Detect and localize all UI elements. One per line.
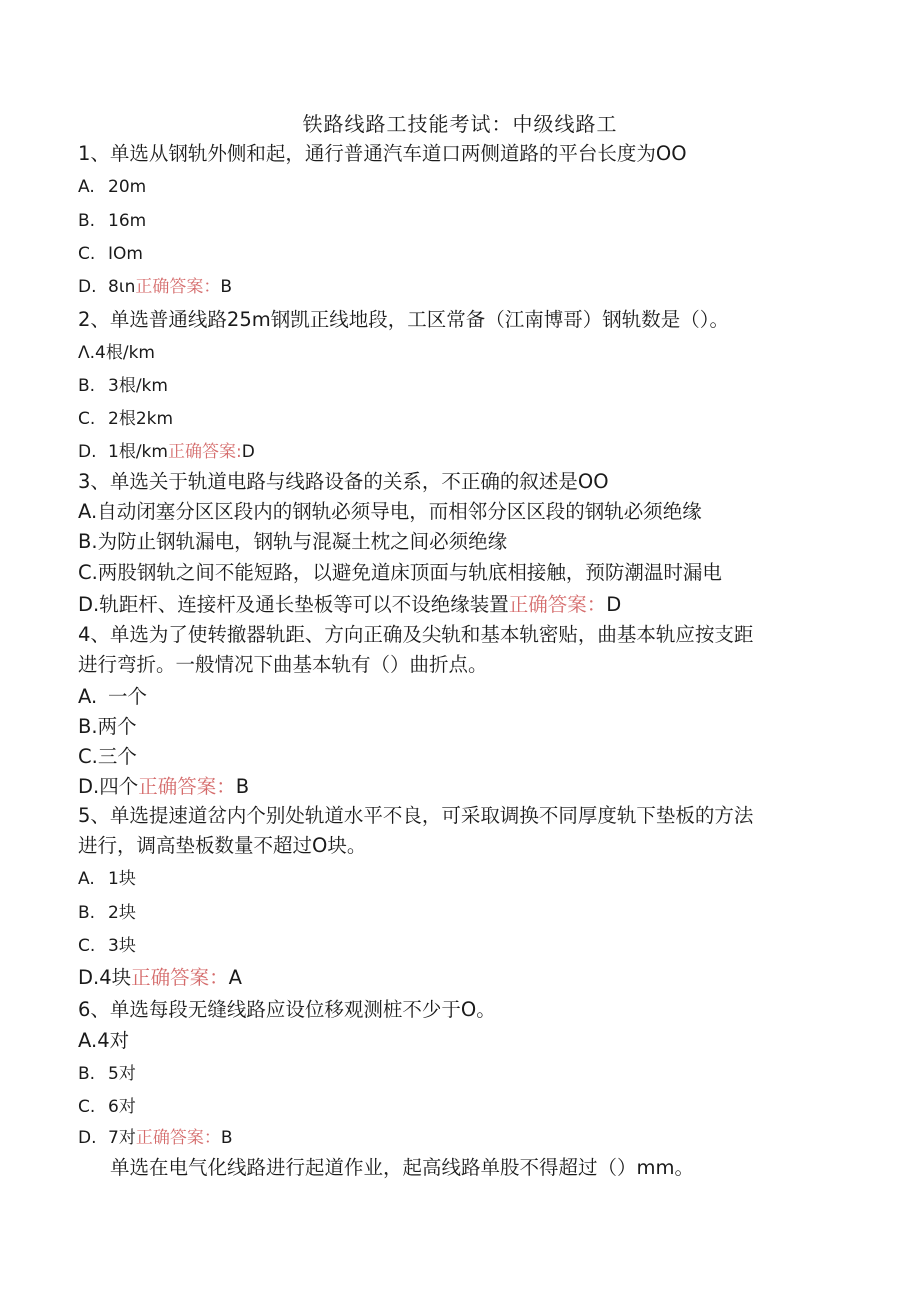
question-3-stem: 3、单选关于轨道电路与线路设备的关系，不正确的叙述是OO (78, 470, 609, 493)
answer-value: D (241, 442, 255, 462)
question-2-option-a: Λ.4根/km (78, 343, 155, 363)
answer-value: B (235, 775, 250, 798)
question-1-option-c: C. IOm (78, 244, 143, 264)
answer-label: 正确答案: (167, 442, 242, 462)
question-2-option-c: C. 2根2km (78, 409, 174, 429)
answer-label: 正确答案： (131, 966, 229, 989)
question-4-stem-cont: 进行弯折。一般情况下曲基本轨有（）曲折点。 (78, 653, 488, 676)
question-4-option-d: D.四个正确答案：B (78, 775, 250, 798)
question-5-stem: 5、单选提速道岔内个别处轨道水平不良，可采取调换不同厚度轨下垫板的方法 (78, 804, 754, 827)
question-6-option-c: C. 6对 (78, 1097, 136, 1117)
question-3-option-a: A.自动闭塞分区区段内的钢轨必须导电，而相邻分区区段的钢轨必须绝缘 (78, 500, 702, 523)
question-1-option-b: B. 16m (78, 211, 147, 231)
answer-value: B (220, 1128, 233, 1148)
page-title: 铁路线路工技能考试：中级线路工 (302, 112, 618, 136)
question-6-option-b: B. 5对 (78, 1064, 136, 1084)
question-4-stem: 4、单选为了使转撤器轨距、方向正确及尖轨和基本轨密贴，曲基本轨应按支距 (78, 623, 754, 646)
question-1-option-d: D. 8ιn正确答案：B (78, 277, 233, 297)
answer-label: 正确答案： (138, 775, 236, 798)
question-5-option-d: D.4块正确答案：A (78, 966, 242, 989)
question-5-option-a: A. 1块 (78, 869, 136, 889)
answer-value: D (606, 593, 622, 616)
question-4-option-c: C.三个 (78, 745, 137, 768)
question-6-option-a: A.4对 (78, 1029, 130, 1052)
question-4-option-b: B.两个 (78, 715, 137, 738)
question-5-stem-cont: 进行，调高垫板数量不超过O块。 (78, 834, 367, 857)
question-3-option-c: C.两股钢轨之间不能短路，以避免道床顶面与轨底相接触，预防潮温时漏电 (78, 561, 722, 584)
question-7-stem: 单选在电气化线路进行起道作业，起高线路单股不得超过（）mm。 (110, 1156, 694, 1179)
answer-label: 正确答案： (135, 1128, 221, 1148)
question-5-option-c: C. 3块 (78, 936, 136, 956)
question-4-option-a: A. 一个 (78, 685, 148, 708)
answer-value: A (228, 966, 242, 989)
question-1-stem: 1、单选从钢轨外侧和起，通行普通汽车道口两侧道路的平台长度为OO (78, 142, 687, 165)
question-2-stem: 2、单选普通线路25m钢凯正线地段，工区常备（江南博哥）钢轨数是（）。 (78, 308, 729, 331)
question-6-stem: 6、单选每段无缝线路应设位移观测桩不少于O。 (78, 998, 496, 1021)
answer-label: 正确答案： (508, 593, 607, 616)
question-3-option-b: B.为防止钢轨漏电，钢轨与混凝土枕之间必须绝缘 (78, 530, 508, 553)
question-5-option-b: B. 2块 (78, 903, 136, 923)
answer-value: B (220, 277, 233, 297)
question-3-option-d: D.轨距杆、连接杆及通长垫板等可以不设绝缘装置正确答案：D (78, 593, 622, 616)
answer-label: 正确答案： (135, 277, 221, 297)
question-1-option-a: A. 20m (78, 177, 147, 197)
question-6-option-d: D. 7对正确答案：B (78, 1128, 233, 1148)
question-2-option-b: B. 3根/km (78, 376, 168, 396)
question-2-option-d: D. 1根/km正确答案:D (78, 442, 255, 462)
